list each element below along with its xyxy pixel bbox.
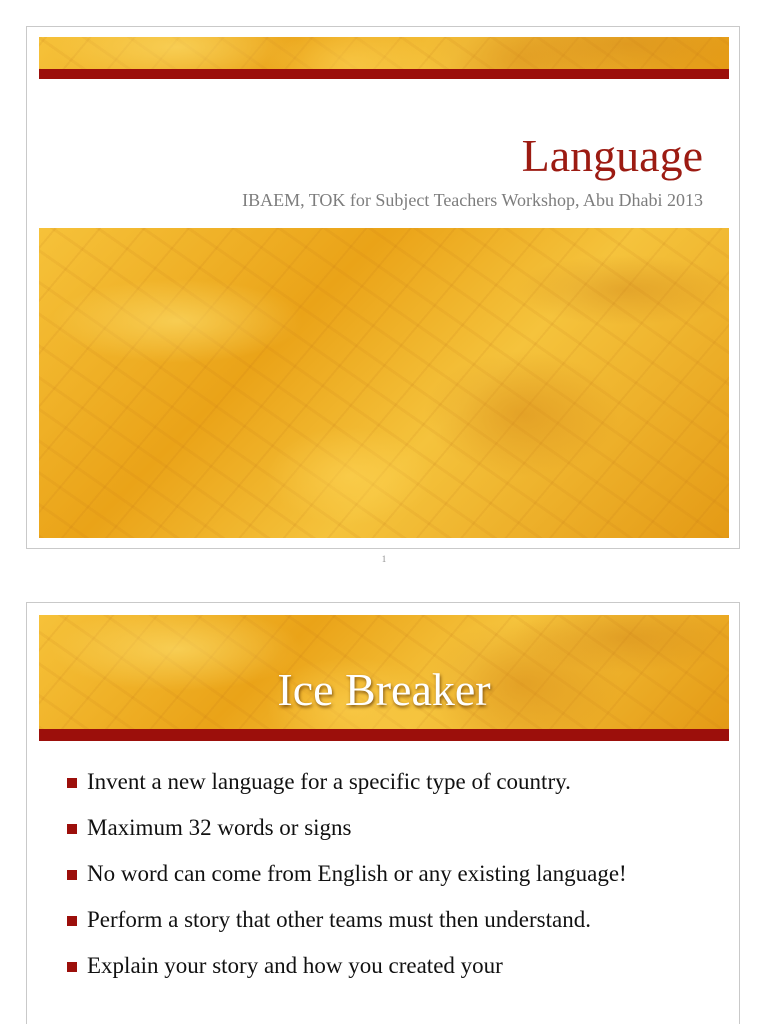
list-item xyxy=(63,815,703,841)
bullet-list xyxy=(63,769,703,999)
bullet-text: Explain your story and how you created your xyxy=(87,953,503,978)
page-number: 1 xyxy=(381,554,387,564)
slide-heading: Ice Breaker xyxy=(277,664,491,715)
title-accent-band xyxy=(39,729,729,741)
slide-ice-breaker xyxy=(26,602,740,1024)
list-item xyxy=(63,907,703,933)
square-bullet-icon xyxy=(67,870,77,880)
slide-subtitle: IBAEM, TOK for Subject Teachers Workshop, Abu Dhabi 2013 xyxy=(242,190,703,210)
bullet-text: Maximum 32 words or signs xyxy=(87,815,352,840)
bullet-text: No word can come from English or any existing language! xyxy=(87,861,627,886)
slide-title xyxy=(26,26,740,549)
list-item xyxy=(63,769,703,795)
header-texture xyxy=(39,37,729,71)
slide-title-heading: Language xyxy=(521,130,703,181)
square-bullet-icon xyxy=(67,824,77,834)
bullet-text: Perform a story that other teams must then understand. xyxy=(87,907,591,932)
square-bullet-icon xyxy=(67,962,77,972)
bullet-text: Invent a new language for a specific type of country. xyxy=(87,769,571,794)
square-bullet-icon xyxy=(67,916,77,926)
square-bullet-icon xyxy=(67,778,77,788)
header-accent-band xyxy=(39,69,729,79)
decorative-texture-image xyxy=(39,228,729,538)
list-item xyxy=(63,861,703,887)
list-item xyxy=(63,953,703,979)
